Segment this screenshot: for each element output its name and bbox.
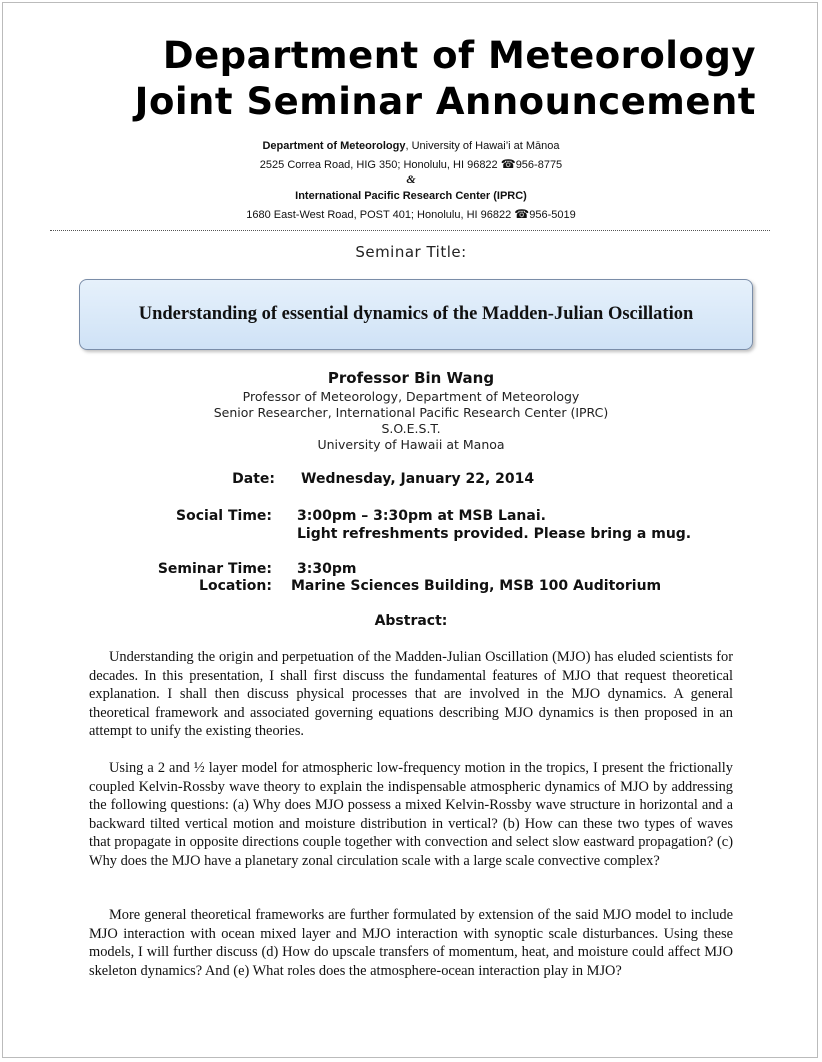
social-time-note: Light refreshments provided. Please bring a mug. [297,526,692,542]
seminar-time-value: 3:30pm [297,561,357,577]
location-value: Marine Sciences Building, MSB 100 Auditorium [291,578,662,594]
social-time-value: 3:00pm – 3:30pm at MSB Lanai. [297,508,546,524]
seminar-title: Understanding of essential dynamics of the Madden-Julian Oscillation [138,304,694,324]
telephone-icon: ☎ [514,207,530,221]
dept-name: Department of Meteorology [262,140,406,152]
dotted-divider [50,230,770,231]
seminar-time-label: Seminar Time: [157,561,272,577]
dept-address: 2525 Correa Road, HIG 350; Honolulu, HI 96822 [259,159,498,171]
iprc-phone: 956-5019 [529,209,576,221]
abstract-paragraph: More general theoretical frameworks are further formulated by extension of the said MJO model to include MJO interaction with ocean mixed layer and MJO interaction with synoptic scale disturbances. Using these models, I will further discuss (d) How do upscale transfers of momentum, heat, and moisture could affect MJO skeleton dynamics? And (e) What roles does the atmosphere-ocean interaction play in MJO? [89,907,733,979]
seminar-title-box [79,279,753,350]
iprc-contact-line [0,190,822,202]
speaker-affiliation: Senior Researcher, International Pacific Research Center (IPRC) [213,405,609,420]
speaker-affiliation: S.O.E.S.T. [381,421,441,436]
page-title-line-2: Joint Seminar Announcement [134,80,756,123]
ampersand: & [406,172,416,186]
abstract-heading: Abstract: [374,613,448,629]
iprc-address-line [0,207,822,221]
speaker-name: Professor Bin Wang [327,369,495,387]
dept-phone: 956-8775 [515,159,563,171]
abstract-paragraph: Understanding the origin and perpetuation of the Madden-Julian Oscillation (MJO) has eluded scientists for decades. In this presentation, I shall first discuss the fundamental features of MJO that request theoretical explanation. I shall then discuss physical processes that are involved in the MJO dynamics. A general theoretical framework and associated governing equations describing MJO dynamics is then proposed in an attempt to unify the existing theories. [89,649,733,739]
telephone-icon: ☎ [500,157,516,171]
date-label: Date: [232,471,275,487]
date-value: Wednesday, January 22, 2014 [301,471,535,487]
iprc-name: International Pacific Research Center (IPRC) [295,190,527,202]
location-label: Location: [199,578,272,594]
dept-address-line [0,157,822,171]
social-time-label: Social Time: [176,508,272,524]
seminar-title-label: Seminar Title: [355,243,467,261]
speaker-affiliation: Professor of Meteorology, Department of Meteorology [242,389,580,404]
page-title-line-1: Department of Meteorology [162,34,756,77]
dept-contact-line [0,140,822,152]
abstract-paragraph: Using a 2 and ½ layer model for atmospheric low-frequency motion in the tropics, I present the frictionally coupled Kelvin-Rossby wave theory to explain the indispensable atmospheric dynamics of MJO by addressing the following questions: (a) Why does MJO possess a mixed Kelvin-Rossby wave structure in horizontal and a backward tilted vertical motion and moisture distribution in vertical? (b) How can these two types of waves that propagate in opposite directions couple together with convection and select slow eastward propagation? (c) Why does the MJO have a planetary zonal circulation scale with a large scale convective complex? [89,760,733,869]
speaker-affiliation: University of Hawaii at Manoa [317,437,505,452]
dept-affiliation: , University of Hawai’i at Mānoa [405,140,560,152]
iprc-address: 1680 East-West Road, POST 401; Honolulu, HI 96822 [246,209,512,221]
